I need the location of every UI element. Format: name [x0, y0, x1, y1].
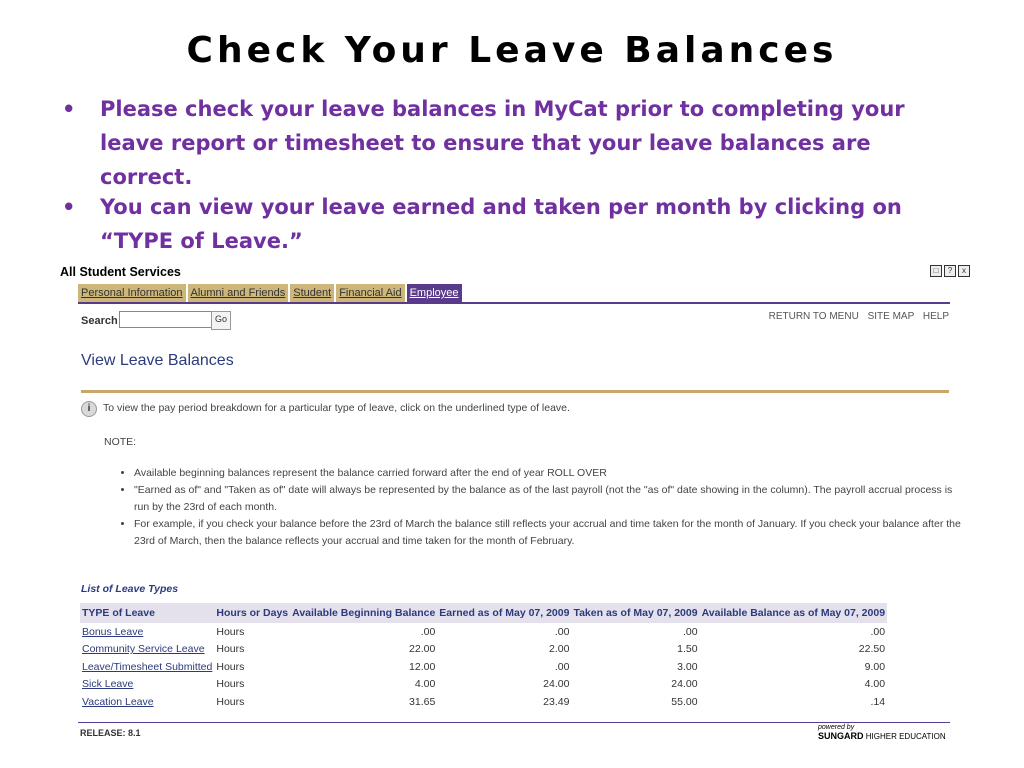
bullet-dot: • — [62, 97, 76, 121]
bullet-text: Please check your leave balances in MyCat prior to completing your leave report or timesheet to ensure that your leave balances are correct. — [100, 97, 905, 189]
help-link[interactable]: HELP — [922, 311, 949, 322]
table-cell: 2.00 — [549, 643, 570, 656]
tab-financial-aid[interactable]: Financial Aid — [336, 284, 406, 302]
vendor-suffix: HIGHER EDUCATION — [865, 732, 946, 741]
notes-list — [120, 465, 964, 550]
divider — [81, 390, 949, 393]
leave-type-link[interactable]: Sick Leave — [82, 678, 134, 691]
tab-employee[interactable]: Employee — [407, 284, 464, 302]
table-cell: 9.00 — [864, 660, 886, 673]
table-cell: 4.00 — [414, 678, 436, 691]
table-row — [80, 676, 887, 694]
table-cell: .00 — [554, 660, 570, 673]
note-item: • For example, if you check your balance before the 23rd of March the balance still reflects your accrual and time taken for the month of January. If you check your balance after the 23rd of March, then the balance reflects your accrual and time taken for the month of February. — [134, 516, 964, 550]
info-text: To view the pay period breakdown for a particular type of leave, click on the underlined type of leave. — [103, 402, 570, 414]
table-cell: .00 — [554, 625, 570, 638]
note-item: • Available beginning balances represent the balance carried forward after the end of year ROLL OVER — [134, 465, 964, 482]
table-cell: 24.00 — [543, 678, 570, 691]
search-label: Search — [81, 315, 118, 327]
embedded-screenshot — [60, 262, 975, 752]
leave-type-link[interactable]: Bonus Leave — [82, 625, 144, 638]
vendor-brand: SUNGARD — [818, 731, 864, 741]
page-heading: View Leave Balances — [81, 352, 234, 369]
search-input[interactable] — [119, 311, 213, 328]
table-cell: 24.00 — [671, 678, 698, 691]
table-cell: 31.65 — [409, 695, 436, 708]
table-cell: 1.50 — [677, 643, 698, 656]
table-row — [80, 658, 887, 676]
table-header-row — [80, 603, 887, 623]
tab-bar — [78, 284, 464, 302]
table-cell: Hours — [216, 643, 245, 656]
leave-table — [80, 603, 887, 711]
list-title: List of Leave Types — [81, 583, 179, 595]
table-cell: 22.00 — [409, 643, 436, 656]
release-label: RELEASE: 8.1 — [80, 728, 141, 738]
table-cell: 3.00 — [677, 660, 698, 673]
table-row — [80, 641, 887, 659]
note-label: NOTE: — [104, 436, 137, 448]
table-cell: .00 — [420, 625, 436, 638]
bullet-2 — [62, 190, 962, 258]
leave-type-link[interactable]: Leave/Timesheet Submitted — [82, 660, 213, 673]
table-cell: Hours — [216, 678, 245, 691]
table-cell: Hours — [216, 660, 245, 673]
table-row — [80, 623, 887, 641]
col-header: Hours or Days — [214, 603, 290, 623]
leave-type-link[interactable]: Vacation Leave — [82, 695, 154, 708]
tab-personal-information[interactable]: Personal Information — [78, 284, 188, 302]
restore-icon[interactable]: □ — [930, 265, 942, 277]
help-icon[interactable]: ? — [944, 265, 956, 277]
return-to-menu-link[interactable]: RETURN TO MENU — [768, 311, 859, 322]
table-row — [80, 693, 887, 711]
col-header: TYPE of Leave — [80, 603, 214, 623]
table-cell: 4.00 — [864, 678, 886, 691]
table-cell: .14 — [870, 695, 886, 708]
bullet-text: You can view your leave earned and taken per month by clicking on “TYPE of Leave.” — [100, 195, 902, 253]
info-row — [81, 401, 570, 417]
table-cell: Hours — [216, 625, 245, 638]
slide-title: Check Your Leave Balances — [186, 30, 838, 71]
table-cell: 23.49 — [543, 695, 570, 708]
col-header: Earned as of May 07, 2009 — [437, 603, 571, 623]
bullet-1 — [62, 92, 962, 194]
tab-underline — [78, 302, 950, 304]
table-cell: .00 — [870, 625, 886, 638]
go-button[interactable]: Go — [211, 311, 231, 330]
table-cell: 22.50 — [858, 643, 886, 656]
col-header: Available Balance as of May 07, 2009 — [700, 603, 887, 623]
vendor-logo — [818, 723, 946, 741]
tab-student[interactable]: Student — [290, 284, 336, 302]
site-map-link[interactable]: SITE MAP — [867, 311, 915, 322]
table-cell: 55.00 — [671, 695, 698, 708]
leave-type-link[interactable]: Community Service Leave — [82, 643, 205, 656]
bullet-dot: • — [62, 195, 76, 219]
window-title: All Student Services — [60, 265, 181, 279]
info-icon: i — [81, 401, 97, 417]
col-header: Taken as of May 07, 2009 — [571, 603, 699, 623]
table-cell: .00 — [682, 625, 698, 638]
tab-alumni-and-friends[interactable]: Alumni and Friends — [188, 284, 291, 302]
close-icon[interactable]: x — [958, 265, 970, 277]
note-item: • "Earned as of" and "Taken as of" date will always be represented by the balance as of the last payroll (not the "as of" date showing in the column). The payroll accrual process is run by the 23rd of each month. — [134, 482, 964, 516]
powered-by-text: powered by — [818, 724, 855, 731]
col-header: Available Beginning Balance — [290, 603, 437, 623]
table-cell: Hours — [216, 695, 245, 708]
top-links — [763, 311, 949, 322]
table-cell: 12.00 — [409, 660, 436, 673]
window-controls — [930, 265, 970, 277]
